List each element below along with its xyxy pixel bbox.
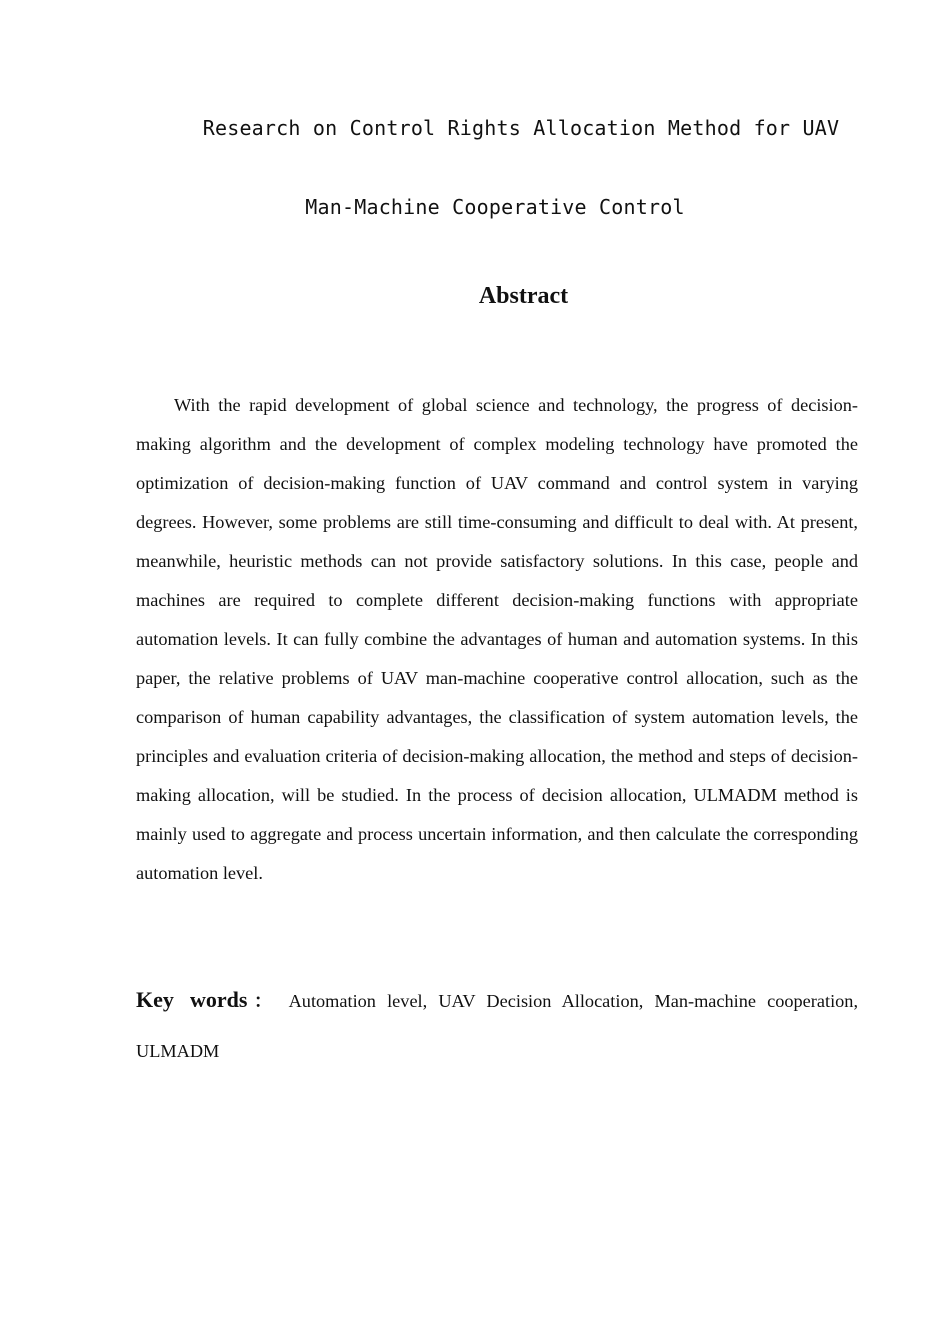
keywords-label: Key words	[136, 987, 248, 1012]
keywords-colon: ：	[247, 991, 279, 1011]
abstract-heading: Abstract	[478, 283, 569, 309]
keywords-paragraph	[136, 975, 858, 1076]
title-line-1: Research on Control Rights Allocation Method for UAV	[202, 116, 840, 140]
title-line-2: Man-Machine Cooperative Control	[305, 195, 685, 219]
keywords-text: Automation level, UAV Decision Allocation, Man-machine cooperation, ULMADM	[136, 991, 859, 1061]
abstract-body: With the rapid development of global science and technology, the progress of decision-making algorithm and the development of complex modeling technology have promoted the optimization of decision-making function of UAV command and control system in varying degrees. However, some problems are still time-consuming and difficult to deal with. At present, meanwhile, heuristic methods can not provide satisfactory solutions. In this case, people and machines are required to complete different decision-making functions with appropriate automation levels. It can fully combine the advantages of human and automation systems. In this paper, the relative problems of UAV man-machine cooperative control allocation, such as the comparison of human capability advantages, the classification of system automation levels, the principles and evaluation criteria of decision-making allocation, the method and steps of decision-making allocation, will be studied. In the process of decision allocation, ULMADM method is mainly used to aggregate and process uncertain information, and then calculate the corresponding automation level.	[136, 395, 858, 883]
